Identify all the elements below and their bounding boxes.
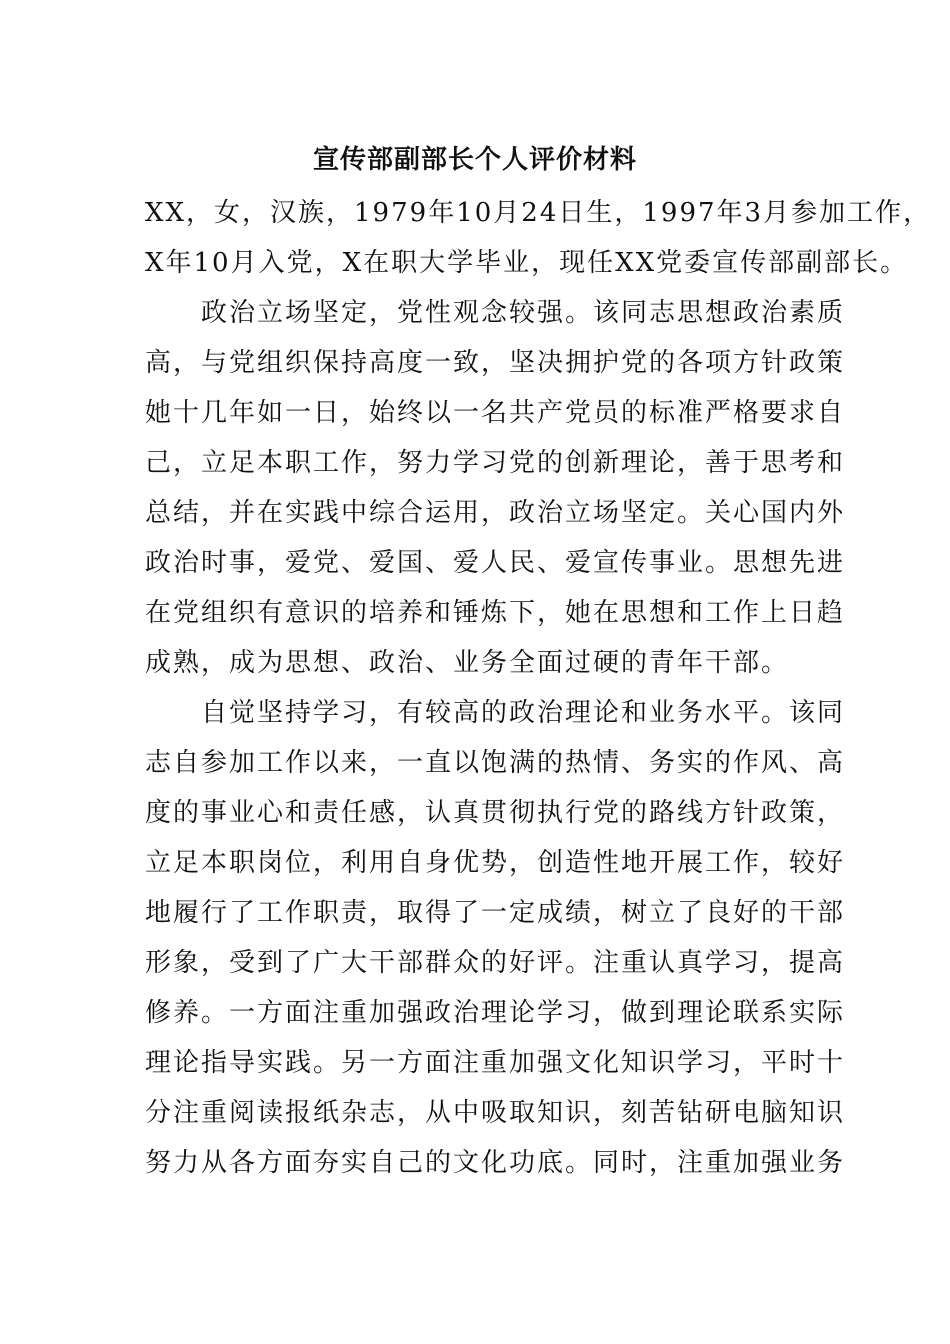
document-body: [145, 188, 932, 1188]
text-line: X年10月入党，X在职大学毕业，现任XX党委宣传部副部长。: [145, 248, 909, 278]
text-line: 政治时事，爱党、爱国、爱人民、爱宣传事业。思想先进: [145, 548, 846, 578]
text-line: 在党组织有意识的培养和锤炼下，她在思想和工作上日趋: [145, 598, 846, 628]
document-title: 宣传部副部长个人评价材料: [312, 145, 637, 175]
text-line: 己，立足本职工作，努力学习党的创新理论，善于思考和: [145, 448, 846, 478]
text-line: 形象，受到了广大干部群众的好评。注重认真学习，提高: [145, 948, 846, 978]
text-line: 努力从各方面夯实自己的文化功底。同时，注重加强业务: [145, 1148, 846, 1178]
text-line: 度的事业心和责任感，认真贯彻执行党的路线方针政策，: [145, 798, 846, 828]
text-line: 政治立场坚定，党性观念较强。该同志思想政治素质: [145, 298, 846, 328]
text-line: 志自参加工作以来，一直以饱满的热情、务实的作风、高: [145, 748, 846, 778]
text-line: 地履行了工作职责，取得了一定成绩，树立了良好的干部: [145, 898, 846, 928]
text-line: 总结，并在实践中综合运用，政治立场坚定。关心国内外: [145, 498, 846, 528]
text-line: 立足本职岗位，利用自身优势，创造性地开展工作，较好: [145, 848, 846, 878]
text-line: 自觉坚持学习，有较高的政治理论和业务水平。该同: [145, 698, 846, 728]
text-line: XX，女，汉族，1979年10月24日生，1997年3月参加工作，: [145, 198, 932, 228]
text-line: 分注重阅读报纸杂志，从中吸取知识，刻苦钻研电脑知识: [145, 1098, 846, 1128]
text-line: 理论指导实践。另一方面注重加强文化知识学习，平时十: [145, 1048, 846, 1078]
text-line: 修养。一方面注重加强政治理论学习，做到理论联系实际: [145, 998, 846, 1028]
text-line: 成熟，成为思想、政治、业务全面过硬的青年干部。: [145, 648, 790, 678]
text-line: 她十几年如一日，始终以一名共产党员的标准严格要求自: [145, 398, 846, 428]
text-line: 高，与党组织保持高度一致，坚决拥护党的各项方针政策: [145, 348, 846, 378]
